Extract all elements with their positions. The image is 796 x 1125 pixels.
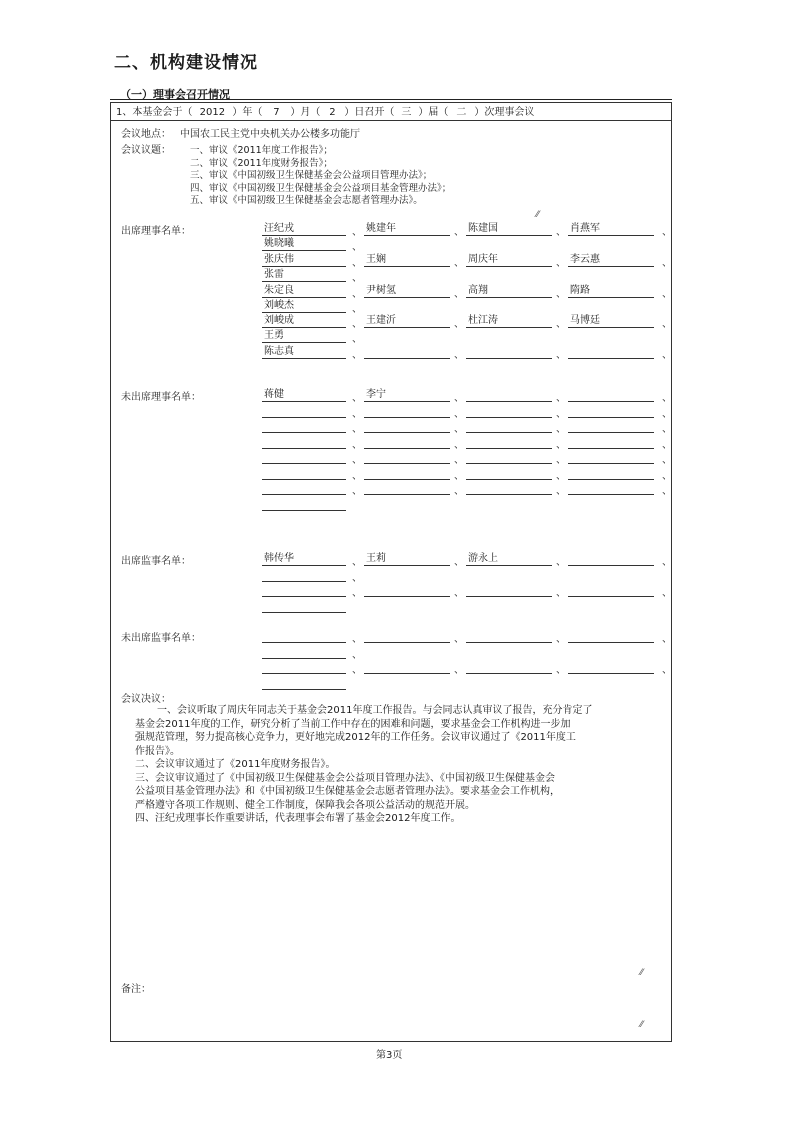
name-separator: 、: [662, 455, 672, 466]
blank-name-cell: [568, 404, 654, 418]
month-suffix: ）月（: [290, 107, 321, 118]
name-separator: 、: [556, 588, 566, 599]
name-separator: 、: [662, 350, 672, 361]
name-separator: 、: [352, 273, 362, 284]
name-separator: 、: [454, 470, 464, 482]
resolution-line: 一、会议听取了周庆年同志关于基金会2011年度工作报告。与会同志认真审议了报告，充分肯定了: [157, 705, 593, 716]
name-separator: 、: [352, 649, 362, 661]
name-separator: 、: [662, 408, 672, 420]
blank-name-cell: [262, 676, 346, 690]
blank-name-cell: [262, 583, 346, 597]
name-separator: 、: [556, 350, 566, 361]
director-name-cell: [568, 345, 654, 359]
name-separator: 、: [662, 588, 672, 599]
resolution-line: 作报告》。: [135, 745, 180, 757]
resolution-line: 严格遵守各项工作规则、健全工作制度，保障我会各项公益活动的规范开展。: [135, 799, 475, 811]
location-label: 会议地点：: [121, 129, 171, 140]
director-name-cell: 马博廷: [568, 314, 654, 328]
name-separator: 、: [352, 319, 362, 330]
name-separator: 、: [352, 588, 362, 599]
name-separator: 、: [352, 408, 362, 420]
term-suffix: ）届（: [418, 107, 449, 118]
name-separator: 、: [556, 665, 566, 676]
name-separator: 、: [454, 588, 464, 599]
director-name-cell: 陈志真: [262, 345, 346, 359]
blank-name-cell: [364, 629, 450, 643]
name-separator: 、: [454, 455, 464, 466]
resolution-line: 二、会议审议通过了《2011年度财务报告》。: [135, 759, 336, 770]
name-separator: 、: [454, 393, 464, 404]
blank-name-cell: [262, 629, 346, 643]
name-separator: 、: [352, 470, 362, 482]
blank-name-cell: [568, 481, 654, 495]
resolution-line: 强规范管理，努力提高核心竞争力，更好地完成2012年的工作任务。会议审议通过了《2011年度工: [135, 732, 576, 743]
blank-name-cell: [466, 481, 552, 495]
subsection-title: （一）理事会召开情况: [120, 88, 230, 101]
name-separator: 、: [352, 258, 362, 269]
director-name-cell: 肖燕军: [568, 222, 654, 236]
blank-name-cell: [364, 583, 450, 597]
director-name-cell: 隋路: [568, 284, 654, 298]
name-separator: 、: [454, 486, 464, 497]
director-name-cell: 高翔: [466, 284, 552, 298]
blank-name-cell: [364, 660, 450, 674]
agenda-item: 二、审议《2011年度财务报告》；: [190, 157, 333, 169]
meeting-session: 二: [456, 107, 467, 118]
blank-name-cell: [568, 629, 654, 643]
resolution-line: 公益项目基金管理办法》和《中国初级卫生保健基金会志愿者管理办法》。要求基金会工作机构，: [135, 786, 560, 797]
blank-name-cell: [262, 645, 346, 659]
member-name-cell: 蒋健: [262, 388, 346, 402]
director-name-cell: 王娴: [364, 253, 450, 267]
blank-name-cell: [262, 466, 346, 480]
attending-supervisors-label: 出席监事名单：: [121, 556, 191, 567]
blank-name-cell: [466, 450, 552, 464]
director-name-cell: 陈建国: [466, 222, 552, 236]
name-separator: 、: [662, 557, 672, 568]
name-separator: 、: [556, 470, 566, 482]
resolution-line: 三、会议审议通过了《中国初级卫生保健基金会公益项目管理办法》、《中国初级卫生保健基金会: [135, 772, 555, 784]
absent-directors-label: 未出席理事名单：: [121, 392, 201, 403]
blank-name-cell: [466, 435, 552, 449]
name-separator: 、: [662, 227, 672, 238]
director-name-cell: 王勇: [262, 329, 346, 343]
resolution-label: 会议决议：: [121, 694, 171, 705]
meeting-year: 2012: [199, 107, 226, 118]
blank-name-cell: [364, 481, 450, 495]
tick-mark: ⁄⁄: [640, 1020, 644, 1030]
blank-name-cell: [364, 419, 450, 433]
session-suffix: ）次理事会议: [474, 107, 535, 118]
meeting-term: 三: [401, 107, 412, 118]
name-separator: 、: [352, 634, 362, 645]
name-separator: 、: [352, 424, 362, 435]
blank-name-cell: [568, 552, 654, 566]
name-separator: 、: [352, 557, 362, 568]
director-name-cell: 张雷: [262, 268, 346, 282]
name-separator: 、: [556, 408, 566, 420]
name-separator: 、: [556, 634, 566, 645]
agenda-list: [190, 145, 451, 208]
day-suffix: ）日召开（: [344, 107, 395, 118]
blank-name-cell: [262, 497, 346, 511]
name-separator: 、: [556, 289, 566, 300]
agenda-item: 四、审议《中国初级卫生保健基金会公益项目基金管理办法》；: [190, 182, 452, 194]
director-name-cell: [466, 345, 552, 359]
meeting-month: 7: [273, 107, 280, 118]
director-name-cell: 姚建年: [364, 222, 450, 236]
year-suffix: ）年（: [232, 107, 263, 118]
row-divider: [110, 120, 672, 121]
name-separator: 、: [454, 289, 464, 300]
name-separator: 、: [352, 289, 362, 300]
blank-name-cell: [466, 466, 552, 480]
name-separator: 、: [454, 350, 464, 361]
agenda-item: 一、审议《2011年度工作报告》；: [190, 145, 333, 156]
director-name-cell: 姚晓曦: [262, 237, 346, 251]
name-separator: 、: [556, 424, 566, 435]
blank-name-cell: [262, 660, 346, 674]
blank-name-cell: [364, 435, 450, 449]
member-name-cell: 游永上: [466, 552, 552, 566]
name-separator: 、: [352, 572, 362, 584]
blank-name-cell: [364, 450, 450, 464]
name-separator: 、: [662, 439, 672, 451]
director-name-cell: 刘峻杰: [262, 299, 346, 313]
director-name-cell: 张庆伟: [262, 253, 346, 267]
page-number: 第3页: [376, 1050, 403, 1061]
director-name-cell: [364, 345, 450, 359]
name-separator: 、: [662, 289, 672, 300]
blank-name-cell: [466, 583, 552, 597]
blank-name-cell: [262, 419, 346, 433]
member-name-cell: 王莉: [364, 552, 450, 566]
name-separator: 、: [352, 350, 362, 361]
name-separator: 、: [556, 557, 566, 568]
name-separator: 、: [556, 486, 566, 497]
name-separator: 、: [352, 665, 362, 676]
blank-name-cell: [262, 404, 346, 418]
name-separator: 、: [662, 470, 672, 482]
director-name-cell: 周庆年: [466, 253, 552, 267]
name-separator: 、: [454, 634, 464, 645]
name-separator: 、: [662, 634, 672, 645]
meeting-info-line: [116, 107, 534, 119]
name-separator: 、: [662, 393, 672, 404]
director-name-cell: 杜江涛: [466, 314, 552, 328]
remarks-label: 备注：: [121, 984, 151, 995]
blank-name-cell: [364, 466, 450, 480]
director-name-cell: 李云惠: [568, 253, 654, 267]
tick-mark: ⁄⁄: [640, 968, 644, 978]
name-separator: 、: [556, 439, 566, 451]
location-value: 中国农工民主党中央机关办公楼多功能厅: [180, 129, 360, 140]
name-separator: 、: [352, 304, 362, 315]
agenda-label: 会议议题：: [121, 145, 171, 156]
blank-name-cell: [466, 660, 552, 674]
blank-name-cell: [568, 660, 654, 674]
name-separator: 、: [352, 439, 362, 451]
blank-name-cell: [466, 404, 552, 418]
form-table: [110, 102, 672, 1042]
name-separator: 、: [352, 455, 362, 466]
name-separator: 、: [352, 227, 362, 238]
blank-name-cell: [466, 629, 552, 643]
blank-name-cell: [262, 450, 346, 464]
name-separator: 、: [454, 439, 464, 451]
name-separator: 、: [454, 665, 464, 676]
attending-directors-label: 出席理事名单：: [121, 226, 191, 237]
meeting-prefix: 1、本基金会于（: [116, 107, 193, 118]
member-name-cell: 韩传华: [262, 552, 346, 566]
name-separator: 、: [352, 334, 362, 345]
tick-mark: ⁄⁄: [536, 210, 540, 220]
resolution-line: 四、汪纪戎理事长作重要讲话，代表理事会布署了基金会2012年度工作。: [135, 813, 461, 824]
name-separator: 、: [352, 242, 362, 253]
name-separator: 、: [454, 319, 464, 330]
member-name-cell: 李宁: [364, 388, 450, 402]
name-separator: 、: [556, 455, 566, 466]
director-name-cell: 刘峻成: [262, 314, 346, 328]
blank-name-cell: [466, 419, 552, 433]
name-separator: 、: [352, 486, 362, 497]
absent-supervisors-label: 未出席监事名单：: [121, 633, 201, 644]
agenda-item: 三、审议《中国初级卫生保健基金会公益项目管理办法》；: [190, 170, 433, 181]
blank-name-cell: [466, 388, 552, 402]
name-separator: 、: [556, 258, 566, 269]
blank-name-cell: [262, 481, 346, 495]
resolution-line: 基金会2011年度的工作，研究分析了当前工作中存在的困难和问题，要求基金会工作机构进一步加: [135, 718, 571, 730]
director-name-cell: 尹树氢: [364, 284, 450, 298]
blank-name-cell: [568, 583, 654, 597]
blank-name-cell: [364, 404, 450, 418]
blank-name-cell: [568, 419, 654, 433]
name-separator: 、: [454, 557, 464, 568]
name-separator: 、: [662, 486, 672, 497]
name-separator: 、: [556, 393, 566, 404]
name-separator: 、: [662, 319, 672, 330]
director-name-cell: 汪纪戎: [262, 222, 346, 236]
subsection-underline: [110, 99, 672, 100]
blank-name-cell: [568, 450, 654, 464]
name-separator: 、: [454, 408, 464, 420]
name-separator: 、: [454, 227, 464, 238]
name-separator: 、: [454, 424, 464, 435]
blank-name-cell: [262, 599, 346, 613]
blank-name-cell: [262, 568, 346, 582]
agenda-item: 五、审议《中国初级卫生保健基金会志愿者管理办法》。: [190, 195, 423, 206]
name-separator: 、: [662, 258, 672, 269]
page-title: 二、机构建设情况: [114, 53, 258, 73]
name-separator: 、: [454, 258, 464, 269]
director-name-cell: 王建沂: [364, 314, 450, 328]
name-separator: 、: [556, 227, 566, 238]
name-separator: 、: [662, 424, 672, 435]
blank-name-cell: [568, 435, 654, 449]
blank-name-cell: [568, 388, 654, 402]
name-separator: 、: [556, 319, 566, 330]
meeting-day: 2: [329, 107, 336, 118]
blank-name-cell: [568, 466, 654, 480]
resolution-body: [123, 704, 658, 826]
director-name-cell: 朱定良: [262, 284, 346, 298]
name-separator: 、: [352, 393, 362, 404]
name-separator: 、: [662, 665, 672, 676]
blank-name-cell: [262, 435, 346, 449]
